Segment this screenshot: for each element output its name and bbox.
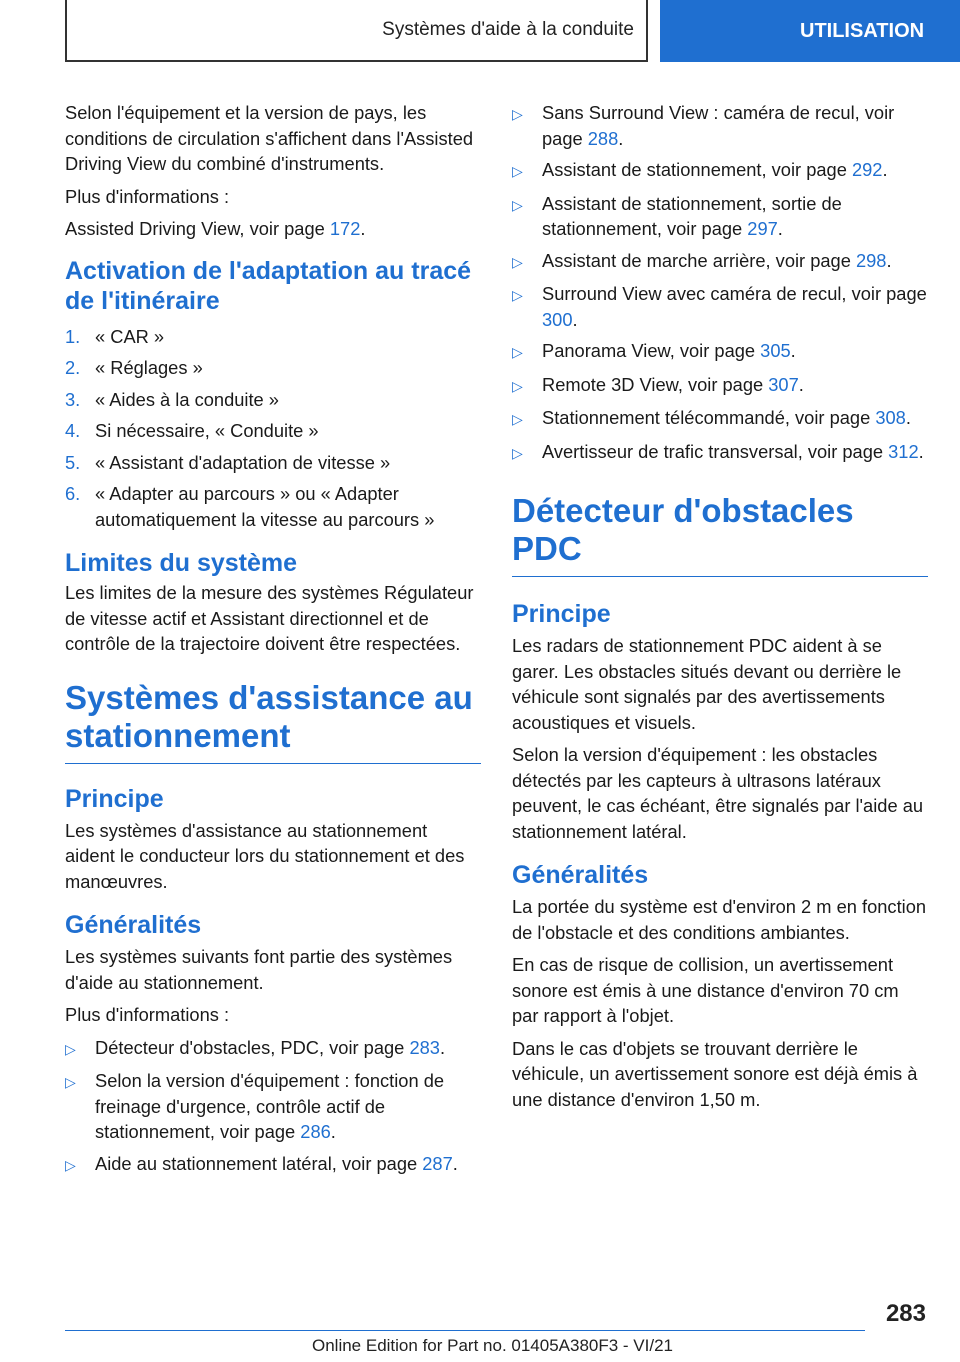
list-item: 1. « CAR » xyxy=(65,325,165,347)
bullet-triangle-icon: ▷ xyxy=(512,377,523,394)
header-section-title: Systèmes d'aide à la conduite xyxy=(382,19,634,40)
parking-systems-list xyxy=(65,1035,481,1179)
parking-systems-list-continued xyxy=(512,100,928,466)
limits-paragraph: Les limites de la mesure des systèmes Régulateur de vitesse actif et Assistant directionnel et de contrôle de la trajectoire doivent être respectées. xyxy=(65,582,474,654)
bullet-triangle-icon: ▷ xyxy=(512,411,523,427)
bullet-triangle-icon: ▷ xyxy=(512,106,523,122)
bullet-triangle-icon: ▷ xyxy=(512,287,523,303)
bullet-triangle-icon: ▷ xyxy=(512,196,523,213)
general-paragraph: Les systèmes suivants font partie des systèmes d'aide au stationnement. xyxy=(65,946,453,993)
list-item: ▷ Stationnement télécommandé, voir page 308. xyxy=(512,405,928,433)
heading-general: Généralités xyxy=(512,861,649,889)
pdc-paragraph-2: Selon la version d'équipement : les obstacles détectés par les capteurs à ultrasons latéraux peuvent, le cas échéant, être signalés par l'aide au stationnement latéral. xyxy=(512,744,924,842)
more-info-label: Plus d'informations : xyxy=(65,1004,230,1025)
list-item: ▷ Remote 3D View, voir page 307. xyxy=(512,372,928,400)
bullet-triangle-icon: ▷ xyxy=(512,344,523,360)
principle-paragraph: Les systèmes d'assistance au stationnement aident le conducteur lors du stationnement et des manœuvres. xyxy=(65,819,465,892)
bullet-triangle-icon: ▷ xyxy=(65,1040,76,1057)
page-link[interactable]: 288 xyxy=(587,127,619,149)
page-link[interactable]: 312 xyxy=(888,440,919,462)
footer-edition: Online Edition for Part no. 01405A380F3 - VI/21 xyxy=(312,1336,674,1355)
bullet-triangle-icon: ▷ xyxy=(512,444,523,461)
pdc-paragraph-1: Les radars de stationnement PDC aident à se garer. Les obstacles situés devant ou derrière le véhicule sont signalés par des avertissements acoustiques et visuels. xyxy=(512,635,902,733)
heading-limits: Limites du système xyxy=(65,549,298,577)
list-item: ▷ Aide au stationnement latéral, voir page 287. xyxy=(65,1151,481,1179)
more-info-label: Plus d'informations : xyxy=(65,185,230,207)
list-item: ▷ Assistant de marche arrière, voir page 298. xyxy=(512,248,928,276)
page-link[interactable]: 297 xyxy=(747,218,778,239)
list-item: ▷ Avertisseur de trafic transversal, voir page 312. xyxy=(512,439,928,467)
bullet-triangle-icon: ▷ xyxy=(512,253,523,270)
intro-paragraph: Selon l'équipement et la version de pays, les conditions de circulation s'affichent dans l'Assisted Driving View du combiné d'instruments. xyxy=(65,102,474,174)
bullet-triangle-icon: ▷ xyxy=(65,1156,76,1173)
list-item: 3. « Aides à la conduite » xyxy=(65,388,279,410)
page-link[interactable]: 298 xyxy=(855,249,887,271)
page-link[interactable]: 305 xyxy=(760,340,791,361)
heading-principle: Principe xyxy=(65,784,164,813)
heading-activation: Activation de l'adaptation au tracé de l'itinéraire xyxy=(65,256,472,315)
header-chapter-tab xyxy=(660,0,960,62)
left-column xyxy=(65,100,481,1184)
pdc-paragraph-4: En cas de risque de collision, un avertissement sonore est émis à une distance d'environ 70 cm par rapport à l'objet. xyxy=(512,954,899,1026)
page-link[interactable]: 287 xyxy=(422,1152,453,1174)
list-item: ▷ Assistant de stationnement, voir page 292. xyxy=(512,157,928,185)
list-item: 2. « Réglages » xyxy=(65,357,203,378)
reference-line: Assisted Driving View, voir page 172. xyxy=(65,218,366,239)
list-item: ▷ Détecteur d'obstacles, PDC, voir page 283. xyxy=(65,1035,481,1063)
pdc-paragraph-3: La portée du système est d'environ 2 m en fonction de l'obstacle et des conditions ambiantes. xyxy=(512,896,927,943)
page-link[interactable]: 286 xyxy=(300,1121,331,1142)
heading-parking-systems: Systèmes d'assistance au stationnement xyxy=(65,679,481,764)
bullet-triangle-icon: ▷ xyxy=(512,163,523,179)
list-item: 4. Si nécessaire, « Conduite » xyxy=(65,420,319,441)
list-item: 6. « Adapter au parcours » ou « Adapter automatiquement la vitesse au parcours » xyxy=(65,483,435,530)
list-item: ▷ Surround View avec caméra de recul, voir page 300. xyxy=(512,281,928,332)
right-column xyxy=(512,100,928,1119)
footer-divider xyxy=(65,1330,865,1331)
page-link[interactable]: 172 xyxy=(329,218,361,239)
pdc-paragraph-5: Dans le cas d'objets se trouvant derrière le véhicule, un avertissement sonore est déjà émis à une distance d'environ 1,50 m. xyxy=(512,1037,918,1110)
list-item: 5. « Assistant d'adaptation de vitesse » xyxy=(65,451,391,473)
page-link[interactable]: 283 xyxy=(409,1036,440,1058)
heading-general: Généralités xyxy=(65,911,202,939)
header-section-box xyxy=(65,0,648,62)
page-number: 283 xyxy=(885,1300,926,1327)
page-link[interactable]: 300 xyxy=(542,308,573,330)
header-chapter-title: UTILISATION xyxy=(800,19,925,42)
page-link[interactable]: 308 xyxy=(875,407,906,428)
list-item: ▷ Panorama View, voir page 305. xyxy=(512,338,928,366)
page-link[interactable]: 307 xyxy=(768,373,799,395)
list-item: ▷ Sans Surround View : caméra de recul, voir page 288. xyxy=(512,100,928,151)
list-item: ▷ Selon la version d'équipement : fonction de freinage d'urgence, contrôle actif de stationnement, voir page 286. xyxy=(65,1068,481,1145)
list-item: ▷ Assistant de stationnement, sortie de stationnement, voir page 297. xyxy=(512,191,928,242)
heading-principle: Principe xyxy=(512,600,611,628)
bullet-triangle-icon: ▷ xyxy=(65,1074,76,1090)
page-link[interactable]: 292 xyxy=(851,159,883,180)
steps-list xyxy=(65,324,481,533)
heading-pdc: Détecteur d'obstacles PDC xyxy=(512,492,928,577)
